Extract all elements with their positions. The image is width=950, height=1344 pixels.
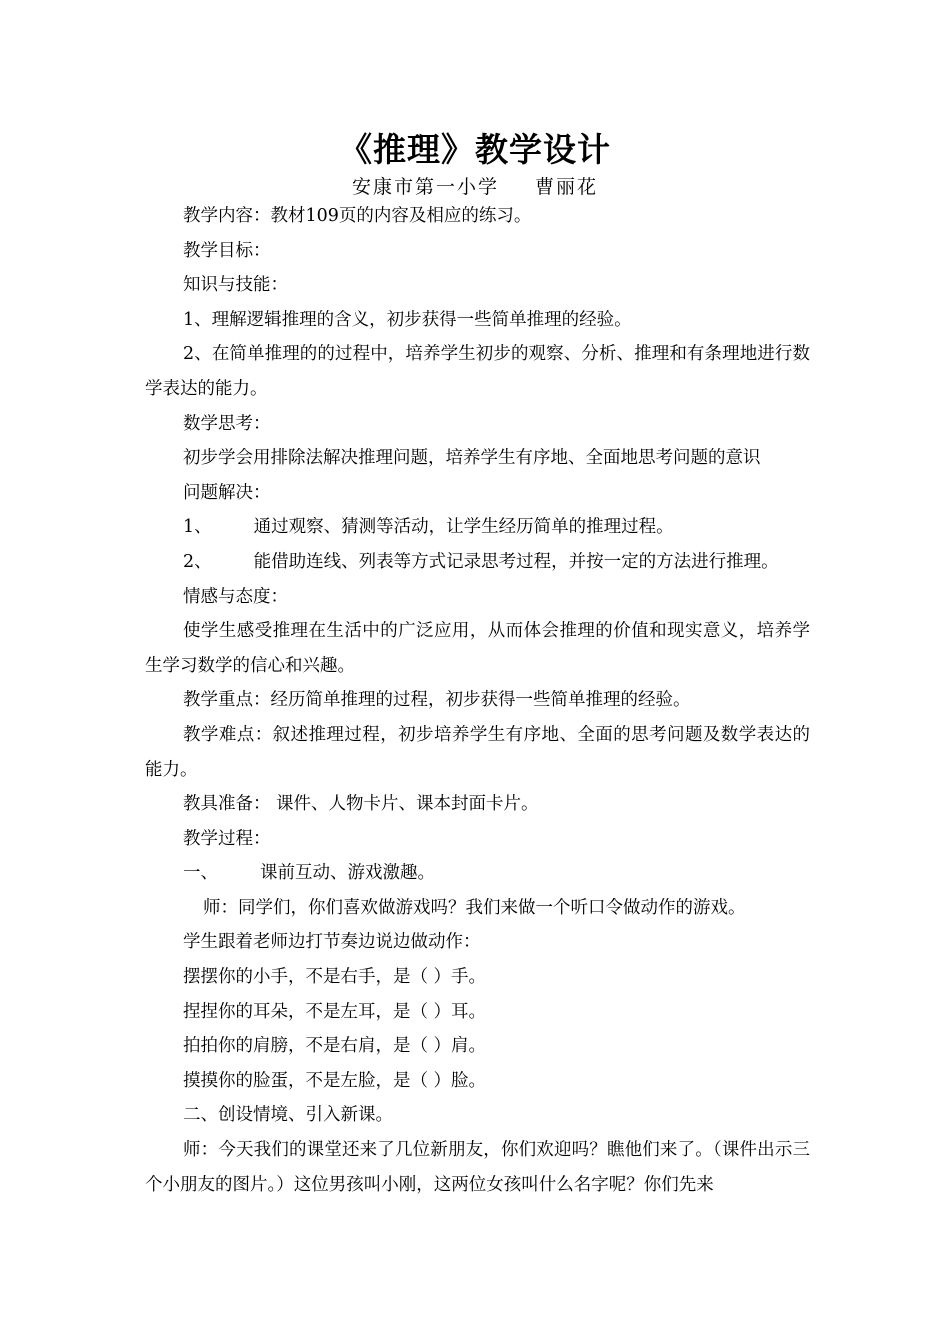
paragraph: 教学难点：叙述推理过程，初步培养学生有序地、全面的思考问题及数学表达的能力。 xyxy=(145,724,810,780)
paragraph: 1、理解逻辑推理的含义，初步获得一些简单推理的经验。 xyxy=(183,309,632,330)
paragraph: 2、在简单推理的的过程中，培养学生初步的观察、分析、推理和有条理地进行数学表达的能力。 xyxy=(145,344,810,399)
paragraph: 学生跟着老师边打节奏边说边做动作： xyxy=(183,932,481,953)
paragraph: 数学思考： xyxy=(183,413,271,434)
section-marker: 一、 xyxy=(183,863,218,884)
paragraph: 教学重点：经历简单推理的过程，初步获得一些简单推理的经验。 xyxy=(183,690,691,711)
paragraph: 摆摆你的小手，不是右手，是（ ）手。 xyxy=(183,967,487,988)
document-title: 《推理》教学设计 xyxy=(339,130,611,169)
section-heading xyxy=(145,856,810,891)
paragraph: 教学过程： xyxy=(183,828,271,849)
paragraph: 教具准备： 课件、人物卡片、课本封面卡片。 xyxy=(183,794,539,815)
author-name: 曹丽花 xyxy=(535,176,599,198)
author-line xyxy=(0,174,950,200)
paragraph: 情感与态度： xyxy=(183,586,288,607)
paragraph: 拍拍你的肩膀，不是右肩，是（ ）肩。 xyxy=(183,1036,487,1057)
list-text: 能借助连线、列表等方式记录思考过程，并按一定的方法进行推理。 xyxy=(253,551,779,572)
paragraph: 问题解决： xyxy=(183,482,271,503)
list-item xyxy=(145,510,810,545)
paragraph: 使学生感受推理在生活中的广泛应用，从而体会推理的价值和现实意义，培养学生学习数学的信心和兴趣。 xyxy=(145,621,810,676)
paragraph: 师：同学们，你们喜欢做游戏吗？我们来做一个听口令做动作的游戏。 xyxy=(203,897,746,918)
section-text: 课前互动、游戏激趣。 xyxy=(260,863,435,884)
paragraph: 初步学会用排除法解决推理问题，培养学生有序地、全面地思考问题的意识 xyxy=(183,448,761,469)
paragraph: 教学目标： xyxy=(183,240,271,261)
paragraph: 师：今天我们的课堂还来了几位新朋友，你们欢迎吗？瞧他们来了。（课件出示三个小朋友的图片。）这位男孩叫小刚，这两位女孩叫什么名字呢？你们先来 xyxy=(145,1140,810,1195)
paragraph: 知识与技能： xyxy=(183,275,288,296)
paragraph: 捏捏你的耳朵，不是左耳，是（ ）耳。 xyxy=(183,1001,487,1022)
list-marker: 2、 xyxy=(183,551,212,572)
list-marker: 1、 xyxy=(183,517,212,538)
list-text: 通过观察、猜测等活动，让学生经历简单的推理过程。 xyxy=(253,517,674,538)
paragraph: 教学内容：教材109页的内容及相应的练习。 xyxy=(183,206,532,226)
author-school: 安康市第一小学 xyxy=(351,176,499,198)
document-body xyxy=(145,199,810,1202)
paragraph: 二、创设情境、引入新课。 xyxy=(183,1105,393,1126)
list-item xyxy=(145,545,810,580)
paragraph: 摸摸你的脸蛋，不是左脸，是（ ）脸。 xyxy=(183,1070,487,1091)
